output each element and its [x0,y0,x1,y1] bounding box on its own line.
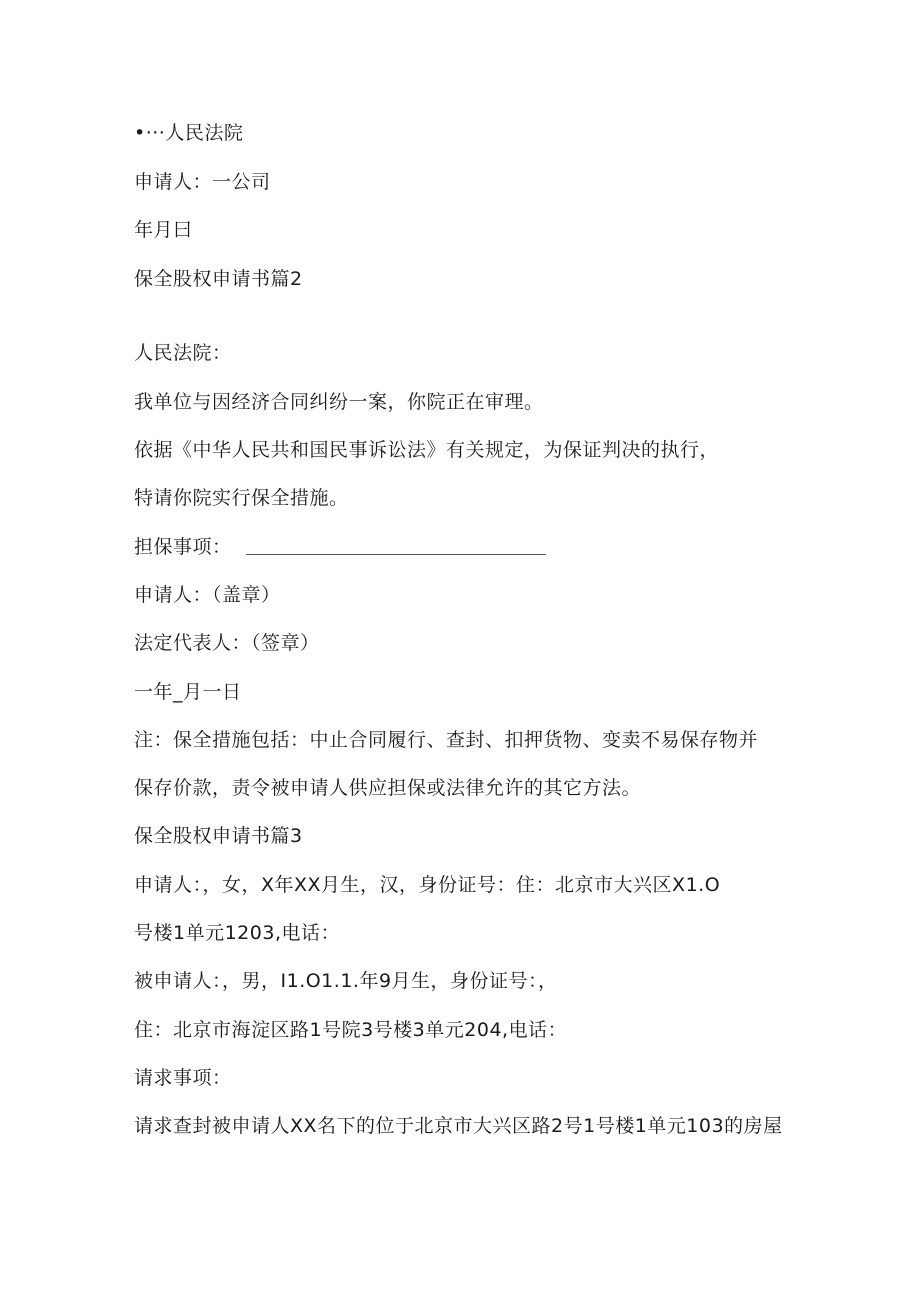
legal-rep-line: 法定代表人：（签章） [134,632,320,654]
applicant-info-line-1: 申请人：，女，X年XX月生，汉，身份证号：住：北京市大兴区X1.O [134,874,721,896]
note-line-2: 保存价款，责令被申请人供应担保或法律允许的其它方法。 [134,777,642,799]
body-paragraph-2: 依据《中华人民共和国民事诉讼法》有关规定，为保证判决的执行， [134,439,720,461]
applicant-info-line-2: 号楼1单元1203,电话： [134,922,340,944]
request-heading: 请求事项： [134,1067,232,1089]
date-line: 年月曰 [134,219,193,241]
signature-date-line: 一年_月一日 [134,681,242,703]
guarantee-line [134,535,546,559]
respondent-info-line-2: 住：北京市海淀区路1号院3号楼3单元204,电话： [134,1019,568,1041]
blank-underline [246,554,546,555]
applicant-seal-line: 申请人：（盖章） [134,584,281,606]
body-paragraph-1: 我单位与因经济合同纠纷一案，你院正在审理。 [134,391,544,413]
body-paragraph-3: 特请你院实行保全措施。 [134,487,349,509]
section-title-2: 保全股权申请书篇2 [134,268,303,290]
respondent-info-line-1: 被申请人：，男，I1.O1.1.年9月生，身份证号：， [134,970,558,992]
request-body: 请求查封被申请人XX名下的位于北京市大兴区路2号1号楼1单元103的房屋 [134,1115,783,1137]
court-addressee: 人民法院： [134,342,232,364]
section-title-3: 保全股权申请书篇3 [134,825,303,847]
guarantee-label: 担保事项： [134,536,232,558]
note-line-1: 注：保全措施包括：中止合同履行、查封、扣押货物、变卖不易保存物并 [134,729,759,751]
applicant-line: 申请人：一公司 [134,171,271,193]
court-header: •···人民法院 [134,122,244,144]
